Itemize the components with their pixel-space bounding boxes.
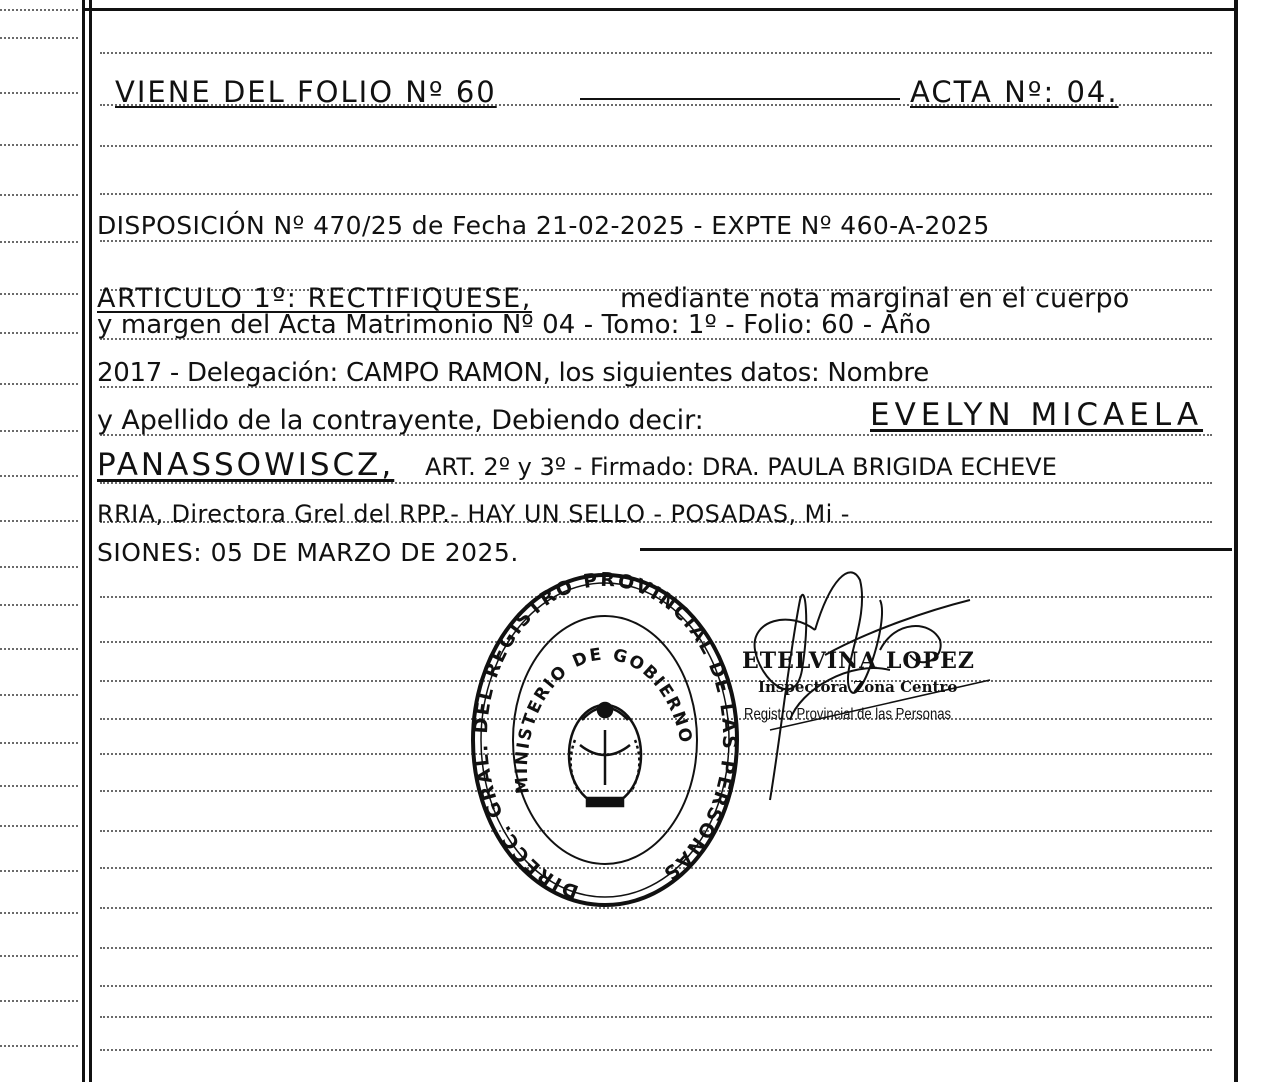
margin-rule-line: [0, 566, 78, 568]
body-line-8: SIONES: 05 DE MARZO DE 2025.: [97, 538, 519, 567]
right-border-line: [1234, 0, 1238, 1082]
folio-reference: VIENE DEL FOLIO Nº 60: [115, 75, 497, 109]
margin-rule-line: [0, 194, 78, 196]
margin-rule-line: [0, 92, 78, 94]
signature-block: [730, 560, 1030, 810]
margin-rule-line: [0, 742, 78, 744]
page-rule-line: [100, 947, 1212, 949]
margin-rule-line: [0, 241, 78, 243]
margin-rule-line: [0, 825, 78, 827]
margin-rule-line: [0, 604, 78, 606]
contrayente-name-part1: EVELYN MICAELA: [870, 397, 1204, 433]
margin-rule-line: [0, 9, 78, 11]
margin-rule-line: [0, 144, 78, 146]
page-rule-line: [100, 52, 1212, 54]
page-rule-line: [100, 240, 1212, 242]
margin-rule-line: [0, 694, 78, 696]
coat-of-arms-icon: [569, 703, 641, 806]
page-rule-line: [100, 1016, 1212, 1018]
margin-rule-line: [0, 475, 78, 477]
contrayente-name-part2: PANASSOWISCZ,: [97, 447, 395, 483]
page-rule-line: [100, 1049, 1212, 1051]
margin-rule-line: [0, 648, 78, 650]
margin-rule-line: [0, 785, 78, 787]
margin-rule-line: [0, 1045, 78, 1047]
margin-rule-line: [0, 430, 78, 432]
article-heading: ARTICULO 1º: RECTIFIQUESE,: [97, 283, 532, 314]
margin-rule-line: [0, 383, 78, 385]
seal-inner-text: MINISTERIO DE GOBIERNO: [511, 644, 696, 795]
header-dash-line: [580, 98, 900, 100]
top-border-line: [85, 8, 1235, 11]
signatory-name: ETELVINA LOPEZ: [742, 648, 975, 674]
margin-rule-line: [0, 955, 78, 957]
registry-seal: [470, 570, 740, 910]
signatory-organization: Registro Provincial de las Personas: [744, 706, 952, 723]
page-rule-line: [100, 985, 1212, 987]
margin-rule-line: [0, 332, 78, 334]
acta-number: ACTA Nº: 04.: [910, 75, 1119, 109]
body-line-4: 2017 - Delegación: CAMPO RAMON, los siguientes datos: Nombre: [97, 358, 929, 388]
margin-rule-line: [0, 520, 78, 522]
body-line-2: mediante nota marginal en el cuerpo: [620, 283, 1130, 314]
margin-rule-line: [0, 1000, 78, 1002]
body-line-6: ART. 2º y 3º - Firmado: DRA. PAULA BRIGIDA ECHEVE: [425, 453, 1057, 481]
signatory-title: Inspectora Zona Centro: [758, 678, 958, 696]
margin-line-inner: [89, 0, 92, 1082]
margin-line-outer: [82, 0, 85, 1082]
page-rule-line: [100, 193, 1212, 195]
page-rule-line: [100, 145, 1212, 147]
margin-rule-line: [0, 912, 78, 914]
body-line-3: y margen del Acta Matrimonio Nº 04 - Tomo: 1º - Folio: 60 - Año: [97, 310, 932, 340]
closing-dash-line: [640, 548, 1232, 551]
body-line-7: RRIA, Directora Grel del RPP.- HAY UN SELLO - POSADAS, Mi -: [97, 500, 850, 528]
seal-outer-text: DIRECC. GRAL. DEL REGISTRO PROVINCIAL DE LAS PERSONAS: [470, 570, 740, 903]
margin-rule-line: [0, 293, 78, 295]
body-line-5: y Apellido de la contrayente, Debiendo decir:: [97, 405, 704, 436]
margin-rule-line: [0, 870, 78, 872]
disposition-line: DISPOSICIÓN Nº 470/25 de Fecha 21-02-2025 - EXPTE Nº 460-A-2025: [97, 211, 990, 240]
margin-rule-line: [0, 37, 78, 39]
